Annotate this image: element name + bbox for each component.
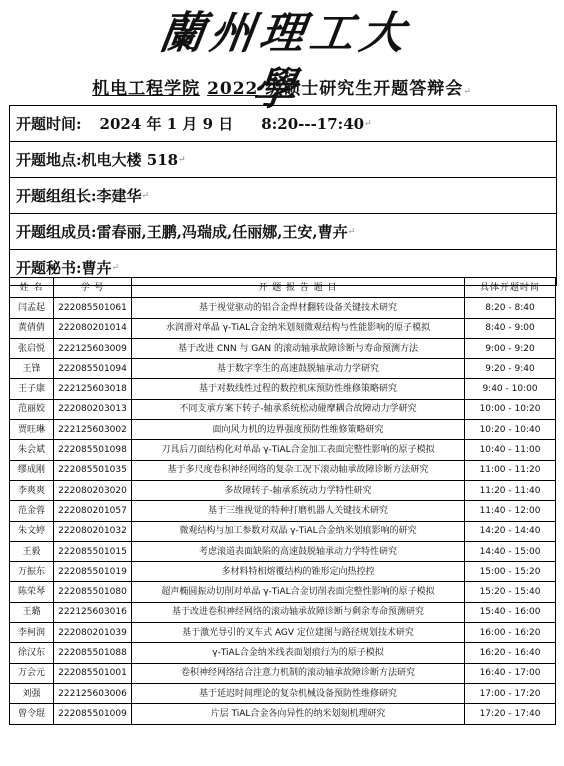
cell-time: 9:00 - 9:20 <box>465 338 556 358</box>
cell-name: 王子康 <box>10 379 54 399</box>
cell-time: 11:40 - 12:00 <box>465 501 556 521</box>
cell-time: 9:40 - 10:00 <box>465 379 556 399</box>
cell-topic: 基于三维视觉的特种打磨机器人关键技术研究 <box>132 501 465 521</box>
paragraph-mark-icon: ↵ <box>141 190 150 201</box>
header-name: 姓 名 <box>10 278 54 298</box>
cell-time: 15:00 - 15:20 <box>465 562 556 582</box>
table-row <box>10 683 556 703</box>
cell-time: 16:40 - 17:00 <box>465 663 556 683</box>
cell-name: 李柯润 <box>10 623 54 643</box>
cell-student-id: 222080201057 <box>54 501 132 521</box>
header-topic: 开 题 报 告 题 目 <box>132 278 465 298</box>
cell-time: 15:20 - 15:40 <box>465 582 556 602</box>
info-box <box>9 105 557 286</box>
cell-time: 17:20 - 17:40 <box>465 704 556 724</box>
info-members-row <box>10 214 556 250</box>
cell-name: 刘强 <box>10 683 54 703</box>
cell-topic: 基于改进卷积神经网络的滚动轴承故障诊断与剩余寿命预测研究 <box>132 602 465 622</box>
leader-text: 开题组组长:李建华 <box>16 187 142 205</box>
cell-topic: 片层 TiAL合金各向异性的纳米划刻机理研究 <box>132 704 465 724</box>
cell-topic: 卷积神经网络结合注意力机制的滚动轴承故障诊断方法研究 <box>132 663 465 683</box>
cell-student-id: 222085501009 <box>54 704 132 724</box>
cell-topic: 多材料特相熔覆结构的锥形定向热控控 <box>132 562 465 582</box>
cell-student-id: 222085501035 <box>54 460 132 480</box>
header-student-id: 学 号 <box>54 278 132 298</box>
cell-time: 14:20 - 14:40 <box>465 521 556 541</box>
cell-student-id: 222125603016 <box>54 602 132 622</box>
cell-time: 10:40 - 11:00 <box>465 440 556 460</box>
info-place-row <box>10 142 556 178</box>
cell-topic: 水润滑对单晶 γ-TiAL合金纳米划刻微观结构与性能影响的原子模拟 <box>132 318 465 338</box>
cell-topic: 考虑滚道表面缺陷的高速鼓脱轴承动力学特性研究 <box>132 541 465 561</box>
table-row <box>10 359 556 379</box>
cell-time: 9:20 - 9:40 <box>465 359 556 379</box>
cell-topic: 基于对数线性过程的数控机床预防性维修策略研究 <box>132 379 465 399</box>
cell-student-id: 222125603018 <box>54 379 132 399</box>
cell-name: 贾旺琳 <box>10 420 54 440</box>
cell-name: 万会元 <box>10 663 54 683</box>
cell-topic: 多故障转子-轴承系统动力学特性研究 <box>132 480 465 500</box>
cell-time: 8:40 - 9:00 <box>465 318 556 338</box>
cell-topic: 基于改进 CNN 与 GAN 的滚动轴承故障诊断与寿命预测方法 <box>132 338 465 358</box>
cell-student-id: 222085501001 <box>54 663 132 683</box>
time-date: 2024 年 1 月 9 日 <box>99 115 234 133</box>
table-row <box>10 338 556 358</box>
cell-topic: 微观结构与加工参数对双晶 γ-TiAL合金纳米划痕影响的研究 <box>132 521 465 541</box>
cell-topic: γ-TiAL合金纳米线表面划痕行为的原子模拟 <box>132 643 465 663</box>
cell-name: 王毅 <box>10 541 54 561</box>
cell-time: 16:00 - 16:20 <box>465 623 556 643</box>
cell-name: 朱会斌 <box>10 440 54 460</box>
cell-time: 10:00 - 10:20 <box>465 399 556 419</box>
cell-time: 11:00 - 11:20 <box>465 460 556 480</box>
cell-name: 张启悦 <box>10 338 54 358</box>
cell-student-id: 222080203013 <box>54 399 132 419</box>
cell-name: 闫孟起 <box>10 298 54 318</box>
table-row <box>10 460 556 480</box>
cell-time: 11:20 - 11:40 <box>465 480 556 500</box>
table-row <box>10 562 556 582</box>
cell-topic: 不同支承方案下转子-轴承系统松动碰摩耦合故障动力学研究 <box>132 399 465 419</box>
cell-topic: 基于数字孪生的高速鼓脱轴承动力学研究 <box>132 359 465 379</box>
table-row <box>10 501 556 521</box>
table-row <box>10 298 556 318</box>
header-time: 具体开题时间 <box>465 278 556 298</box>
place-text: 开题地点:机电大楼 518 <box>16 151 179 169</box>
cell-name: 缪成刚 <box>10 460 54 480</box>
cell-topic: 基于多尺度卷积神经网络的复杂工况下滚动轴承故障诊断方法研究 <box>132 460 465 480</box>
table-row <box>10 704 556 724</box>
cell-name: 李爽爽 <box>10 480 54 500</box>
schedule-table <box>9 277 556 725</box>
secretary-text: 开题秘书:曹卉 <box>16 259 112 277</box>
table-row <box>10 582 556 602</box>
cell-name: 范金蓉 <box>10 501 54 521</box>
table-row <box>10 379 556 399</box>
cell-student-id: 222085501094 <box>54 359 132 379</box>
cell-student-id: 222125603006 <box>54 683 132 703</box>
table-row <box>10 643 556 663</box>
cell-name: 曾令琨 <box>10 704 54 724</box>
cell-topic: 刀具后刀面结构化对单晶 γ-TiAL合金加工表面完整性影响的原子模拟 <box>132 440 465 460</box>
cell-time: 16:20 - 16:40 <box>465 643 556 663</box>
members-text: 开题组成员:雷春丽,王鹏,冯瑞成,任丽娜,王安,曹卉 <box>16 223 348 241</box>
cell-student-id: 222125603002 <box>54 420 132 440</box>
cell-time: 14:40 - 15:00 <box>465 541 556 561</box>
title-suffix: 级硕士研究生开题答辩会 <box>265 79 464 99</box>
time-label: 开题时间: <box>16 115 82 133</box>
cell-student-id: 222085501088 <box>54 643 132 663</box>
cell-time: 17:00 - 17:20 <box>465 683 556 703</box>
table-row <box>10 318 556 338</box>
cell-student-id: 222080203020 <box>54 480 132 500</box>
cell-topic: 面向风力机的边界强度预防性维修策略研究 <box>132 420 465 440</box>
title-college: 机电工程学院 <box>92 79 201 99</box>
cell-name: 万振东 <box>10 562 54 582</box>
paragraph-mark-icon: ↵ <box>111 262 120 273</box>
table-header-row <box>10 278 556 298</box>
table-row <box>10 623 556 643</box>
table-row <box>10 480 556 500</box>
university-logo: 蘭州理工大學 <box>156 8 414 115</box>
cell-topic: 基于延迟时间理论的复杂机械设备预防性维修研究 <box>132 683 465 703</box>
time-range: 8:20---17:40 <box>261 114 365 133</box>
cell-student-id: 222085501098 <box>54 440 132 460</box>
cell-topic: 基于激光导引的叉车式 AGV 定位建图与路径规划技术研究 <box>132 623 465 643</box>
cell-name: 徐汉东 <box>10 643 54 663</box>
info-leader-row <box>10 178 556 214</box>
cell-student-id: 222080201039 <box>54 623 132 643</box>
paragraph-mark-icon: ↵ <box>463 87 472 97</box>
cell-time: 8:20 - 8:40 <box>465 298 556 318</box>
cell-student-id: 222085501015 <box>54 541 132 561</box>
info-time-row <box>10 106 556 142</box>
cell-name: 王锋 <box>10 359 54 379</box>
document-title <box>0 74 564 99</box>
cell-student-id: 222125603009 <box>54 338 132 358</box>
table-row <box>10 440 556 460</box>
cell-name: 王璐 <box>10 602 54 622</box>
cell-student-id: 222085501061 <box>54 298 132 318</box>
table-body <box>10 298 556 724</box>
table-row <box>10 602 556 622</box>
cell-topic: 超声椭圆振动切削对单晶 γ-TiAL合金切削表面完整性影响的原子模拟 <box>132 582 465 602</box>
paragraph-mark-icon: ↵ <box>178 154 186 165</box>
paragraph-mark-icon: ↵ <box>347 226 356 237</box>
cell-time: 15:40 - 16:00 <box>465 602 556 622</box>
table-row <box>10 399 556 419</box>
cell-topic: 基于视觉驱动的铝合金焊材翻转设备关键技术研究 <box>132 298 465 318</box>
title-year: 2022 <box>207 79 259 99</box>
cell-name: 朱文婷 <box>10 521 54 541</box>
cell-name: 陈荣琴 <box>10 582 54 602</box>
table-row <box>10 420 556 440</box>
paragraph-mark-icon: ↵ <box>364 118 372 129</box>
cell-name: 范丽姣 <box>10 399 54 419</box>
cell-student-id: 222085501019 <box>54 562 132 582</box>
cell-student-id: 222080201014 <box>54 318 132 338</box>
cell-student-id: 222080201032 <box>54 521 132 541</box>
cell-time: 10:20 - 10:40 <box>465 420 556 440</box>
cell-student-id: 222085501080 <box>54 582 132 602</box>
table-row <box>10 541 556 561</box>
table-row <box>10 521 556 541</box>
cell-name: 黄倩倩 <box>10 318 54 338</box>
table-row <box>10 663 556 683</box>
